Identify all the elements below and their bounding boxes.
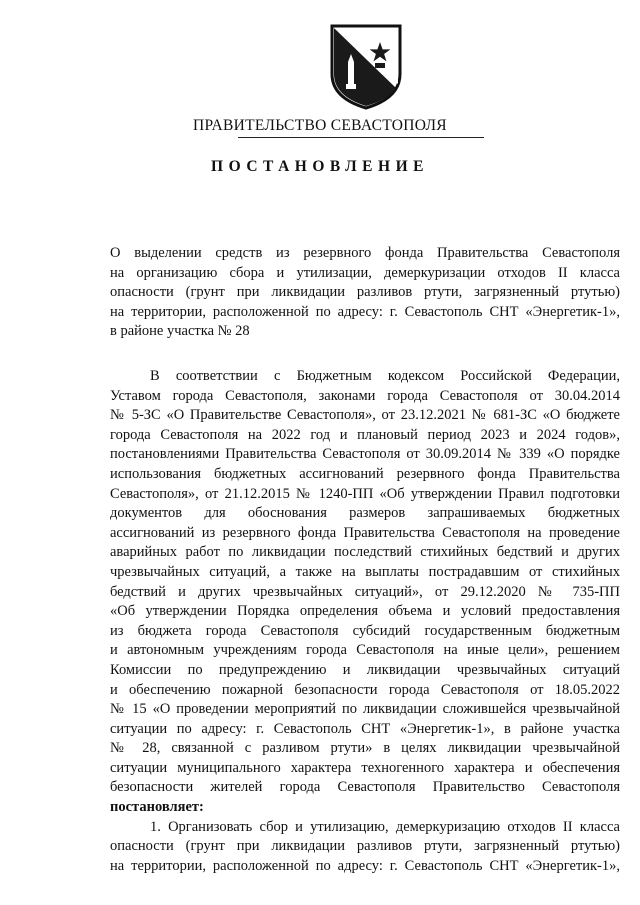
preamble-line: ситуации по адресу: г. Севастополь СНТ «Энергетик-1», в районе участка [110,720,620,737]
preamble-line: Севастополя», от 21.12.2015 № 1240-ПП «Об утверждении Правил подготовки [110,485,620,502]
decree-word: постановляет: [110,799,204,816]
preamble-line: города Севастополя на 2022 год и плановый период 2023 и 2024 годов», [110,426,620,443]
preamble-line: и обеспечению пожарной безопасности города Севастополя от 18.05.2022 [110,681,620,698]
item1-line: 1. Организовать сбор и утилизацию, демеркуризацию отходов II класса [150,818,620,835]
item1-line: опасности (грунт при ликвидации разливов ртути, загрязненный ртутью) [110,838,620,855]
subject-line: в районе участка № 28 [110,323,250,340]
preamble-line: чрезвычайных ситуаций, а также на выплаты пострадавшим от стихийных [110,563,620,580]
subject-line: на территории, расположенной по адресу: г. Севастополь СНТ «Энергетик-1», [110,303,620,320]
decree-body [110,367,620,876]
title-underline [238,137,484,138]
preamble-line: № 5-ЗС «О Правительстве Севастополя», от 23.12.2021 № 681-ЗС «О бюджете [110,407,620,424]
preamble-line: ситуации муниципального характера техногенного характера и обеспечения [110,759,620,776]
preamble-line: № 28, связанной с разливом ртути» в целях ликвидации чрезвычайной [110,740,620,757]
subject-line: опасности (грунт при ликвидации разливов ртути, загрязненный ртутью) [110,284,620,301]
preamble-line: из бюджета города Севастополя субсидий государственным бюджетным [110,622,620,639]
preamble-line: документов для обоснования размеров запрашиваемых бюджетных [110,505,620,522]
organization-title: ПРАВИТЕЛЬСТВО СЕВАСТОПОЛЯ [193,117,447,134]
coat-of-arms-icon [328,22,404,110]
preamble-line: использования бюджетных ассигнований резервного фонда Правительства [110,465,620,482]
preamble-line: аварийных работ по ликвидации последствий стихийных бедствий и других [110,544,620,561]
subject-line: О выделении средств из резервного фонда Правительства Севастополя [110,245,620,261]
decree-subject [110,244,620,342]
preamble-line: бедствий и других чрезвычайных ситуаций», от 29.12.2020 № 735-ПП [110,583,620,600]
subject-line: на организацию сбора и утилизации, демеркуризации отходов II класса [110,264,620,281]
preamble-line: «Об утверждении Порядка определения объема и условий предоставления [110,603,620,620]
preamble-line: и автономным учреждениям города Севастополя на иные цели», решением [110,642,620,659]
preamble-line: Уставом города Севастополя, законами города Севастополя от 30.04.2014 [110,387,620,404]
preamble-line: В соответствии с Бюджетным кодексом Российской Федерации, [150,368,620,384]
item1-line: на территории, расположенной по адресу: г. Севастополь СНТ «Энергетик-1», [110,857,620,874]
preamble-line: № 15 «О проведении мероприятий по ликвидации сложившейся чрезвычайной [110,701,620,718]
preamble-line: безопасности жителей города Севастополя Правительство Севастополя [110,779,620,796]
preamble-line: ассигнований из резервного фонда Правительства Севастополя на проведение [110,524,620,541]
preamble-line: постановлениями Правительства Севастополя от 30.09.2014 № 339 «О порядке [110,446,620,463]
document-type: ПОСТАНОВЛЕНИЕ [211,158,429,175]
decree-word-line [110,798,620,818]
preamble-line: Комиссии по предупреждению и ликвидации чрезвычайных ситуаций [110,661,620,678]
